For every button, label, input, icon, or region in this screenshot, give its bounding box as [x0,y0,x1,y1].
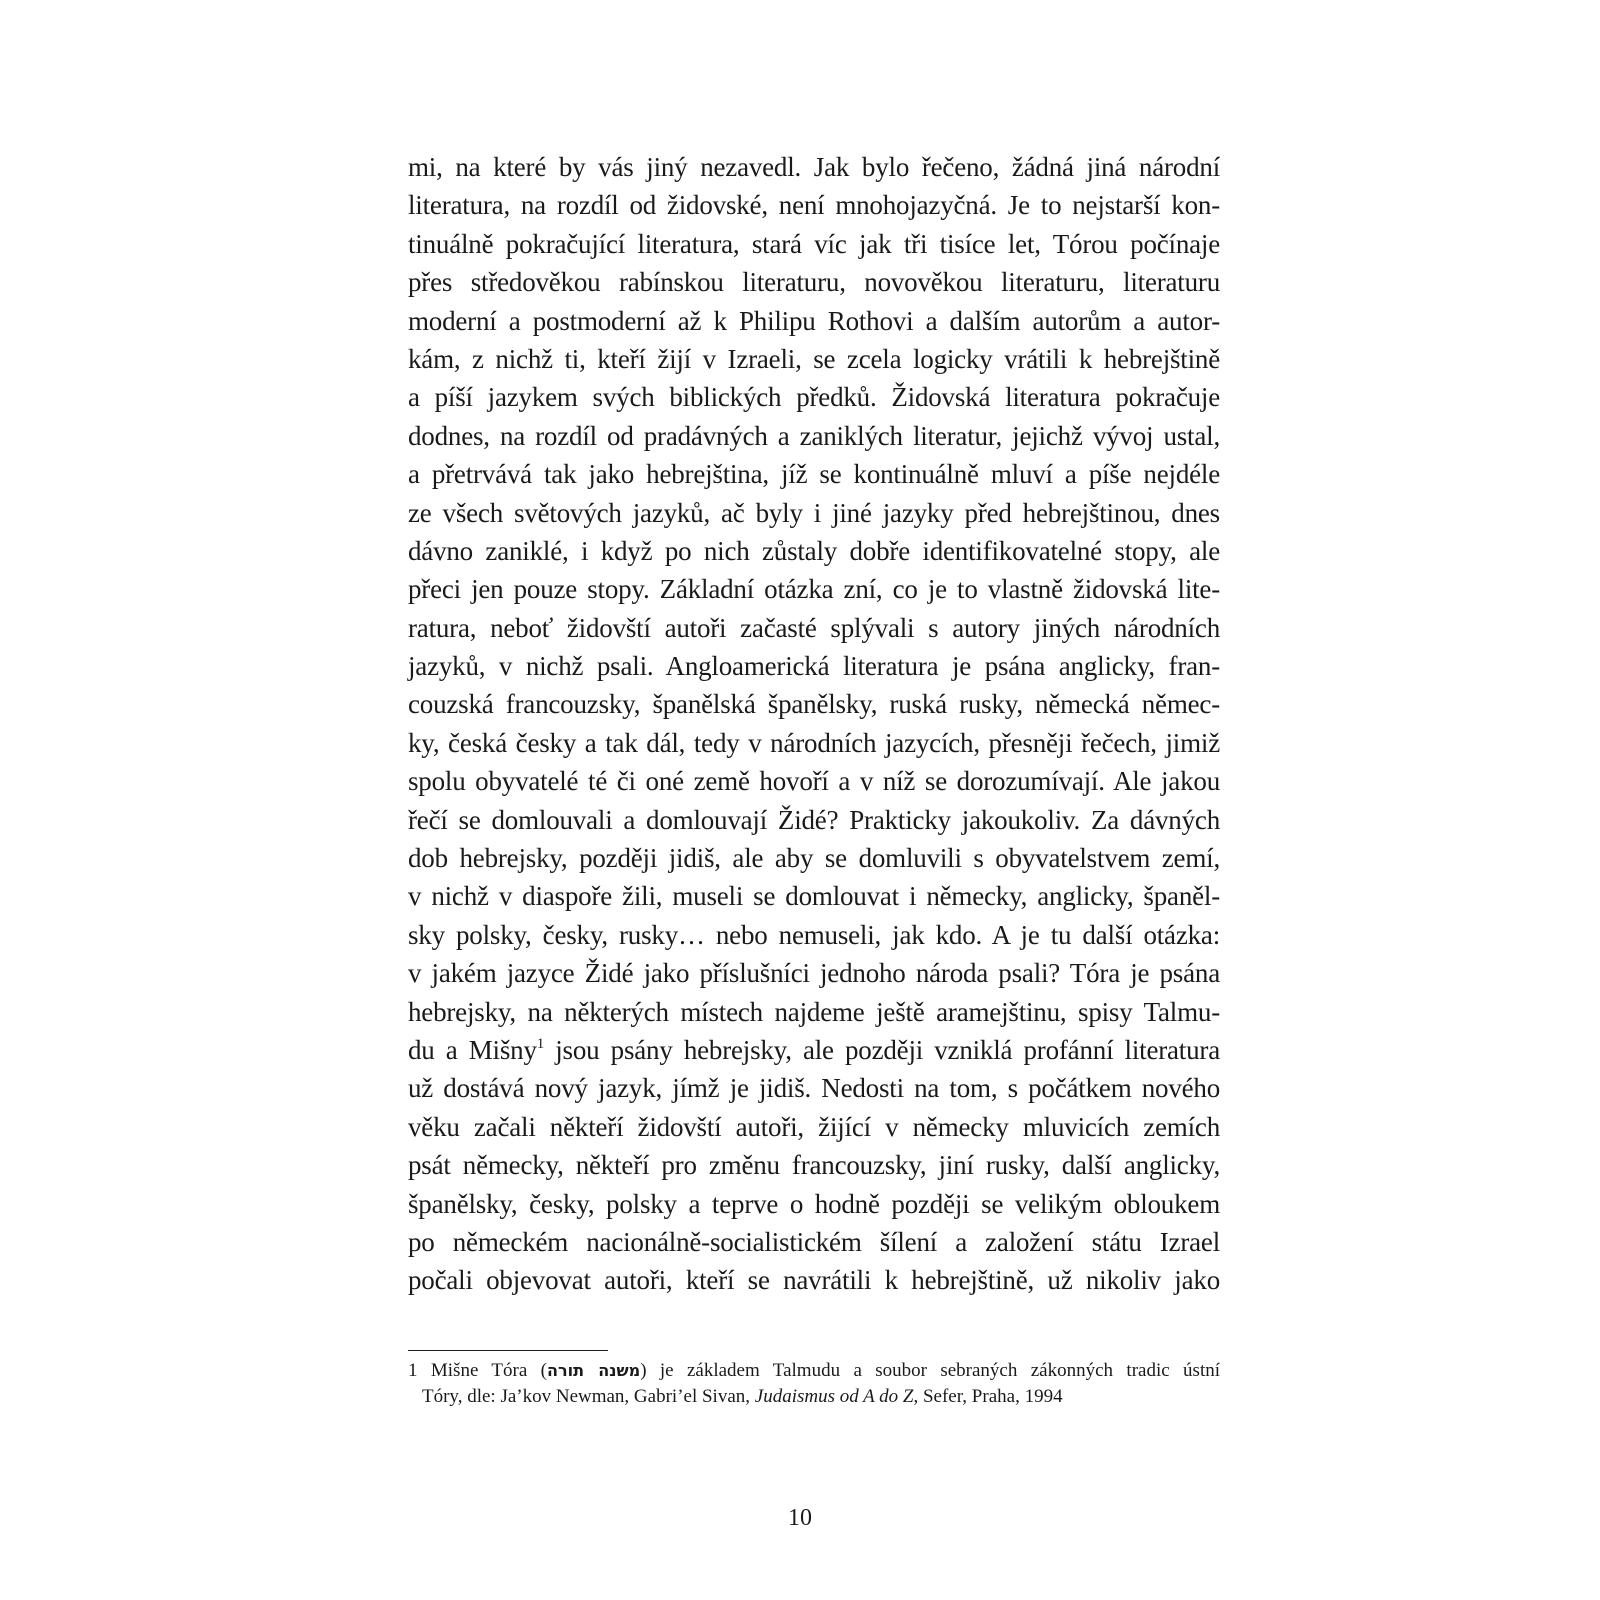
footnote [408,1358,1220,1410]
text-line: spolu obyvatelé té či oné země hovoří a v níž se dorozumívají. Ale jakou [408,766,1220,797]
text-line: ratura, neboť židovští autoři začasté splývali s autory jiných národních [408,612,1220,643]
text-line: moderní a postmoderní až k Philipu Rothovi a dalším autorům a autor- [408,305,1220,336]
hebrew-text: משנה תורה [546,1361,641,1380]
book-title: Judaismus od A do Z [754,1386,914,1407]
text-line: jazyků, v nichž psali. Angloamerická literatura je psána anglicky, fran- [408,651,1220,682]
text-line-with-footnote [408,1031,1220,1069]
footnote-text: , Sefer, Praha, 1994 [913,1386,1063,1407]
text-line: kám, z nichž ti, kteří žijí v Izraeli, se zcela logicky vrátili k hebrejštině [408,343,1220,374]
text-line: španělsky, česky, polsky a teprve o hodně později se velikým obloukem [408,1188,1220,1219]
text-line: literatura, na rozdíl od židovské, není mnohojazyčná. Je to nejstarší kon- [408,190,1220,221]
text-line: mi, na které by vás jiný nezavedl. Jak bylo řečeno, žádná jiná národní [408,152,1220,182]
footnote-text: ) je základem Talmudu a soubor sebraných zákonných tradic ústní [640,1360,1220,1381]
text-line: tinuálně pokračující literatura, stará víc jak tři tisíce let, Tórou počínaje [408,228,1220,259]
text-line: řečí se domlouvali a domlouvají Židé? Prakticky jakoukoliv. Za dávných [408,804,1220,835]
text-line: už dostává nový jazyk, jímž je jidiš. Nedosti na tom, s počátkem nového [408,1073,1220,1104]
text-line: psát německy, někteří pro změnu francouzsky, jiní rusky, další anglicky, [408,1150,1220,1181]
text-line: couzská francouzsky, španělská španělsky, ruská rusky, německá němec- [408,689,1220,720]
text-line: ky, česká česky a tak dál, tedy v národních jazycích, přesněji řečech, jimiž [408,727,1220,758]
text-line: hebrejsky, na některých místech najdeme ještě aramejštinu, spisy Talmu- [408,996,1220,1027]
text-line: přes středověkou rabínskou literaturu, novověkou literaturu, literaturu [408,267,1220,298]
text-line: a přetrvává tak jako hebrejština, jíž se kontinuálně mluví a píše nejdéle [408,459,1220,490]
text-line: dávno zaniklé, i když po nich zůstaly dobře identifikovatelné stopy, ale [408,535,1220,566]
footnote-text: Tóry, dle: Ja’kov Newman, Gabri’el Sivan, [422,1386,755,1407]
text-segment: du a Mišny [408,1034,537,1065]
text-line: v nichž v diaspoře žili, museli se domlouvat i německy, anglicky, španěl- [408,881,1220,912]
text-line: přeci jen pouze stopy. Základní otázka zní, co je to vlastně židovská lite- [408,574,1220,605]
text-line: a píší jazykem svých biblických předků. Židovská literatura pokračuje [408,382,1220,413]
text-line: ze všech světových jazyků, ač byly i jiné jazyky před hebrejštinou, dnes [408,497,1220,528]
text-line: po německém nacionálně-socialistickém šílení a založení státu Izrael [408,1226,1220,1257]
footnote-line [408,1358,1220,1384]
text-segment: jsou psány hebrejsky, ale později vzniklá profánní literatura [544,1034,1220,1065]
text-line: sky polsky, česky, rusky… nebo nemuseli, jak kdo. A je tu další otázka: [408,919,1220,950]
text-line: dodnes, na rozdíl od pradávných a zaniklých literatur, jejichž vývoj ustal, [408,420,1220,451]
text-line: v jakém jazyce Židé jako příslušníci jednoho národa psali? Tóra je psána [408,958,1220,989]
main-text-block [408,148,1220,1300]
footnote-line [408,1384,1220,1410]
footnote-number: 1 [408,1360,418,1381]
text-line: věku začali někteří židovští autoři, žijící v německy mluvicích zemích [408,1111,1220,1142]
footnote-reference[interactable]: 1 [536,1035,545,1052]
text-line: dob hebrejsky, později jidiš, ale aby se domluvili s obyvatelstvem zemí, [408,843,1220,874]
footnote-divider [408,1350,608,1351]
text-line: počali objevovat autoři, kteří se navrátili k hebrejštině, už nikoliv jako [408,1265,1220,1296]
footnote-text: Mišne Tóra ( [417,1360,547,1381]
page-number: 10 [788,1505,812,1531]
